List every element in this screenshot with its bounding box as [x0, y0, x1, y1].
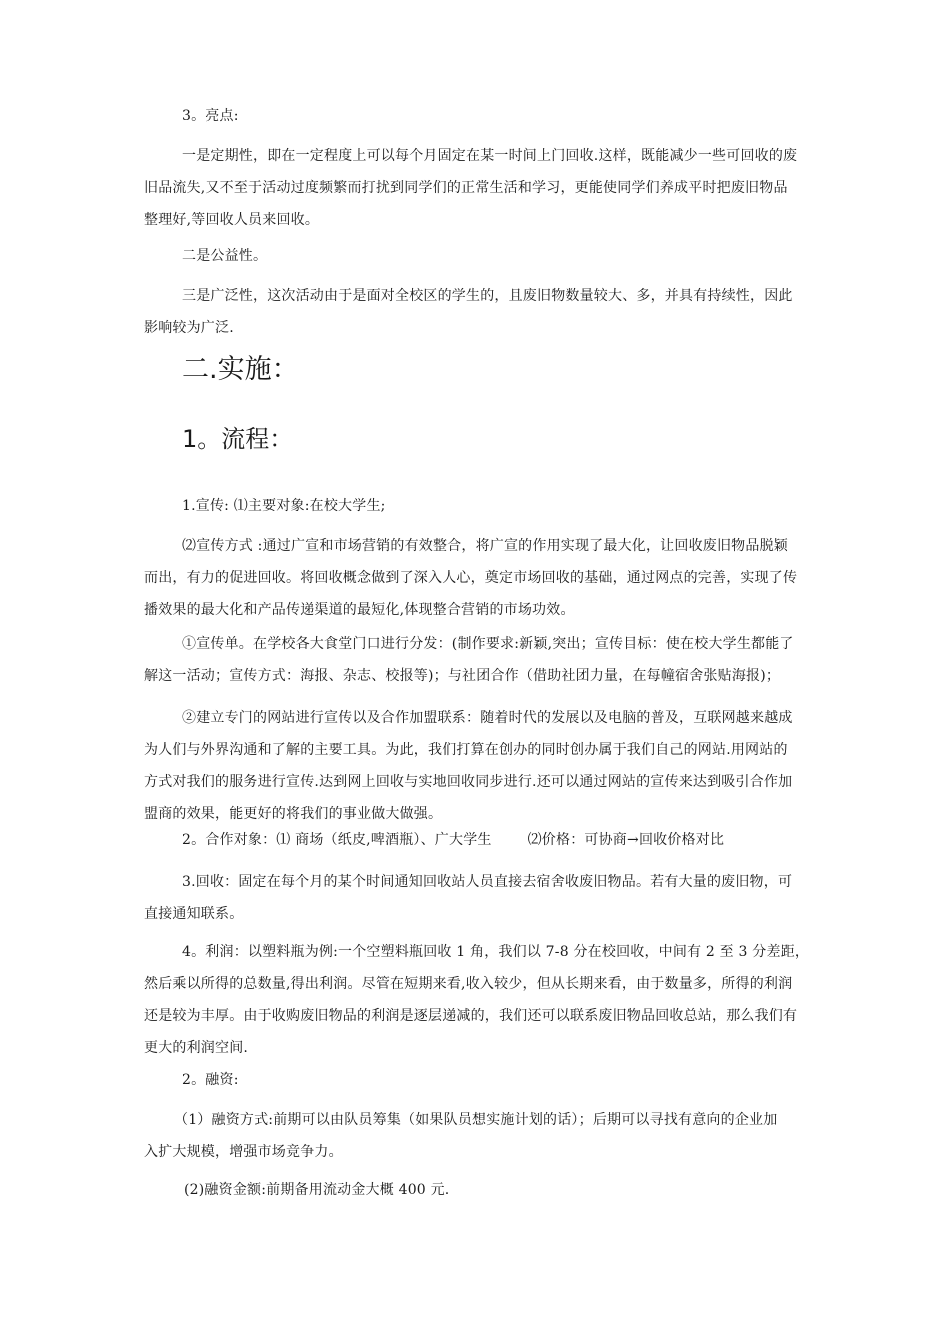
- partners-line: [144, 824, 808, 856]
- flyer-paragraph: ①宣传单。在学校各大食堂门口进行分发：(制作要求:新颖,突出；宣传目标：使在校大学生都能了 解这一活动；宣传方式：海报、杂志、校报等)；与社团合作（借助社团力量，在每幢宿舍张贴海报)；: [144, 636, 794, 684]
- highlights-heading: 3。亮点:: [182, 108, 239, 124]
- promotion-target-line: 1.宣传: ⑴主要对象:在校大学生;: [182, 498, 386, 514]
- financing-amount-line: (2)融资金额:前期备用流动金大概 400 元.: [184, 1182, 450, 1198]
- highlight-public-welfare: 二是公益性。: [182, 248, 268, 264]
- highlight-regularity-paragraph: 一是定期性，即在一定程度上可以每个月固定在某一时间上门回收.这样，既能减少一些可回收的废 旧品流失,又不至于活动过度频繁而打扰到同学们的正常生活和学习，更能使同学们养成平时把废旧物品 整理好,等回收人员来回收。: [144, 148, 798, 228]
- price-text: ⑵价格：可协商→回收价格对比: [527, 832, 725, 848]
- financing-method-paragraph: （1）融资方式:前期可以由队员筹集（如果队员想实施计划的话）；后期可以寻找有意向的企业加 入扩大规模，增强市场竞争力。: [144, 1112, 778, 1160]
- promotion-method-paragraph: ⑵宣传方式 :通过广宣和市场营销的有效整合，将广宣的作用实现了最大化，让回收废旧物品脱颖 而出，有力的促进回收。将回收概念做到了深入人心，奠定市场回收的基础，通过网点的完善，实现了传 播效果的最大化和产品传递渠道的最短化,体现整合营销的市场功效。: [144, 538, 798, 618]
- financing-heading: 2。融资:: [182, 1072, 239, 1088]
- section-title-implementation: 二.实施：: [182, 354, 299, 385]
- profit-paragraph: 4。利润：以塑料瓶为例:一个空塑料瓶回收 1 角，我们以 7-8 分在校回收，中间有 2 至 3 分差距， 然后乘以所得的总数量,得出利润。尽管在短期来看,收入较少，但从长期来看，由于数量多，所得的利润 还是较为丰厚。由于收购废旧物品的利润是逐层递减的，我们还可以联系废旧物品回收总站，那么我们有 更大的利润空间.: [144, 944, 810, 1056]
- recycle-paragraph: 3.回收：固定在每个月的某个时间通知回收站人员直接去宿舍收废旧物品。若有大量的废旧物，可 直接通知联系。: [144, 874, 793, 922]
- highlight-breadth-paragraph: 三是广泛性，这次活动由于是面对全校区的学生的，且废旧物数量较大、多，并具有持续性，因此 影响较为广泛.: [144, 288, 793, 336]
- subsection-title-process: 1。流程：: [182, 425, 294, 453]
- partners-left-text: 2。合作对象：⑴ 商场（纸皮,啤酒瓶）、广大学生: [182, 832, 492, 848]
- website-paragraph: ②建立专门的网站进行宣传以及合作加盟联系：随着时代的发展以及电脑的普及，互联网越来越成 为人们与外界沟通和了解的主要工具。为此，我们打算在创办的同时创办属于我们自己的网站.用网站的 方式对我们的服务进行宣传.达到网上回收与实地回收同步进行.还可以通过网站的宣传来达到吸引合作加 盟商的效果，能更好的将我们的事业做大做强。: [144, 710, 793, 822]
